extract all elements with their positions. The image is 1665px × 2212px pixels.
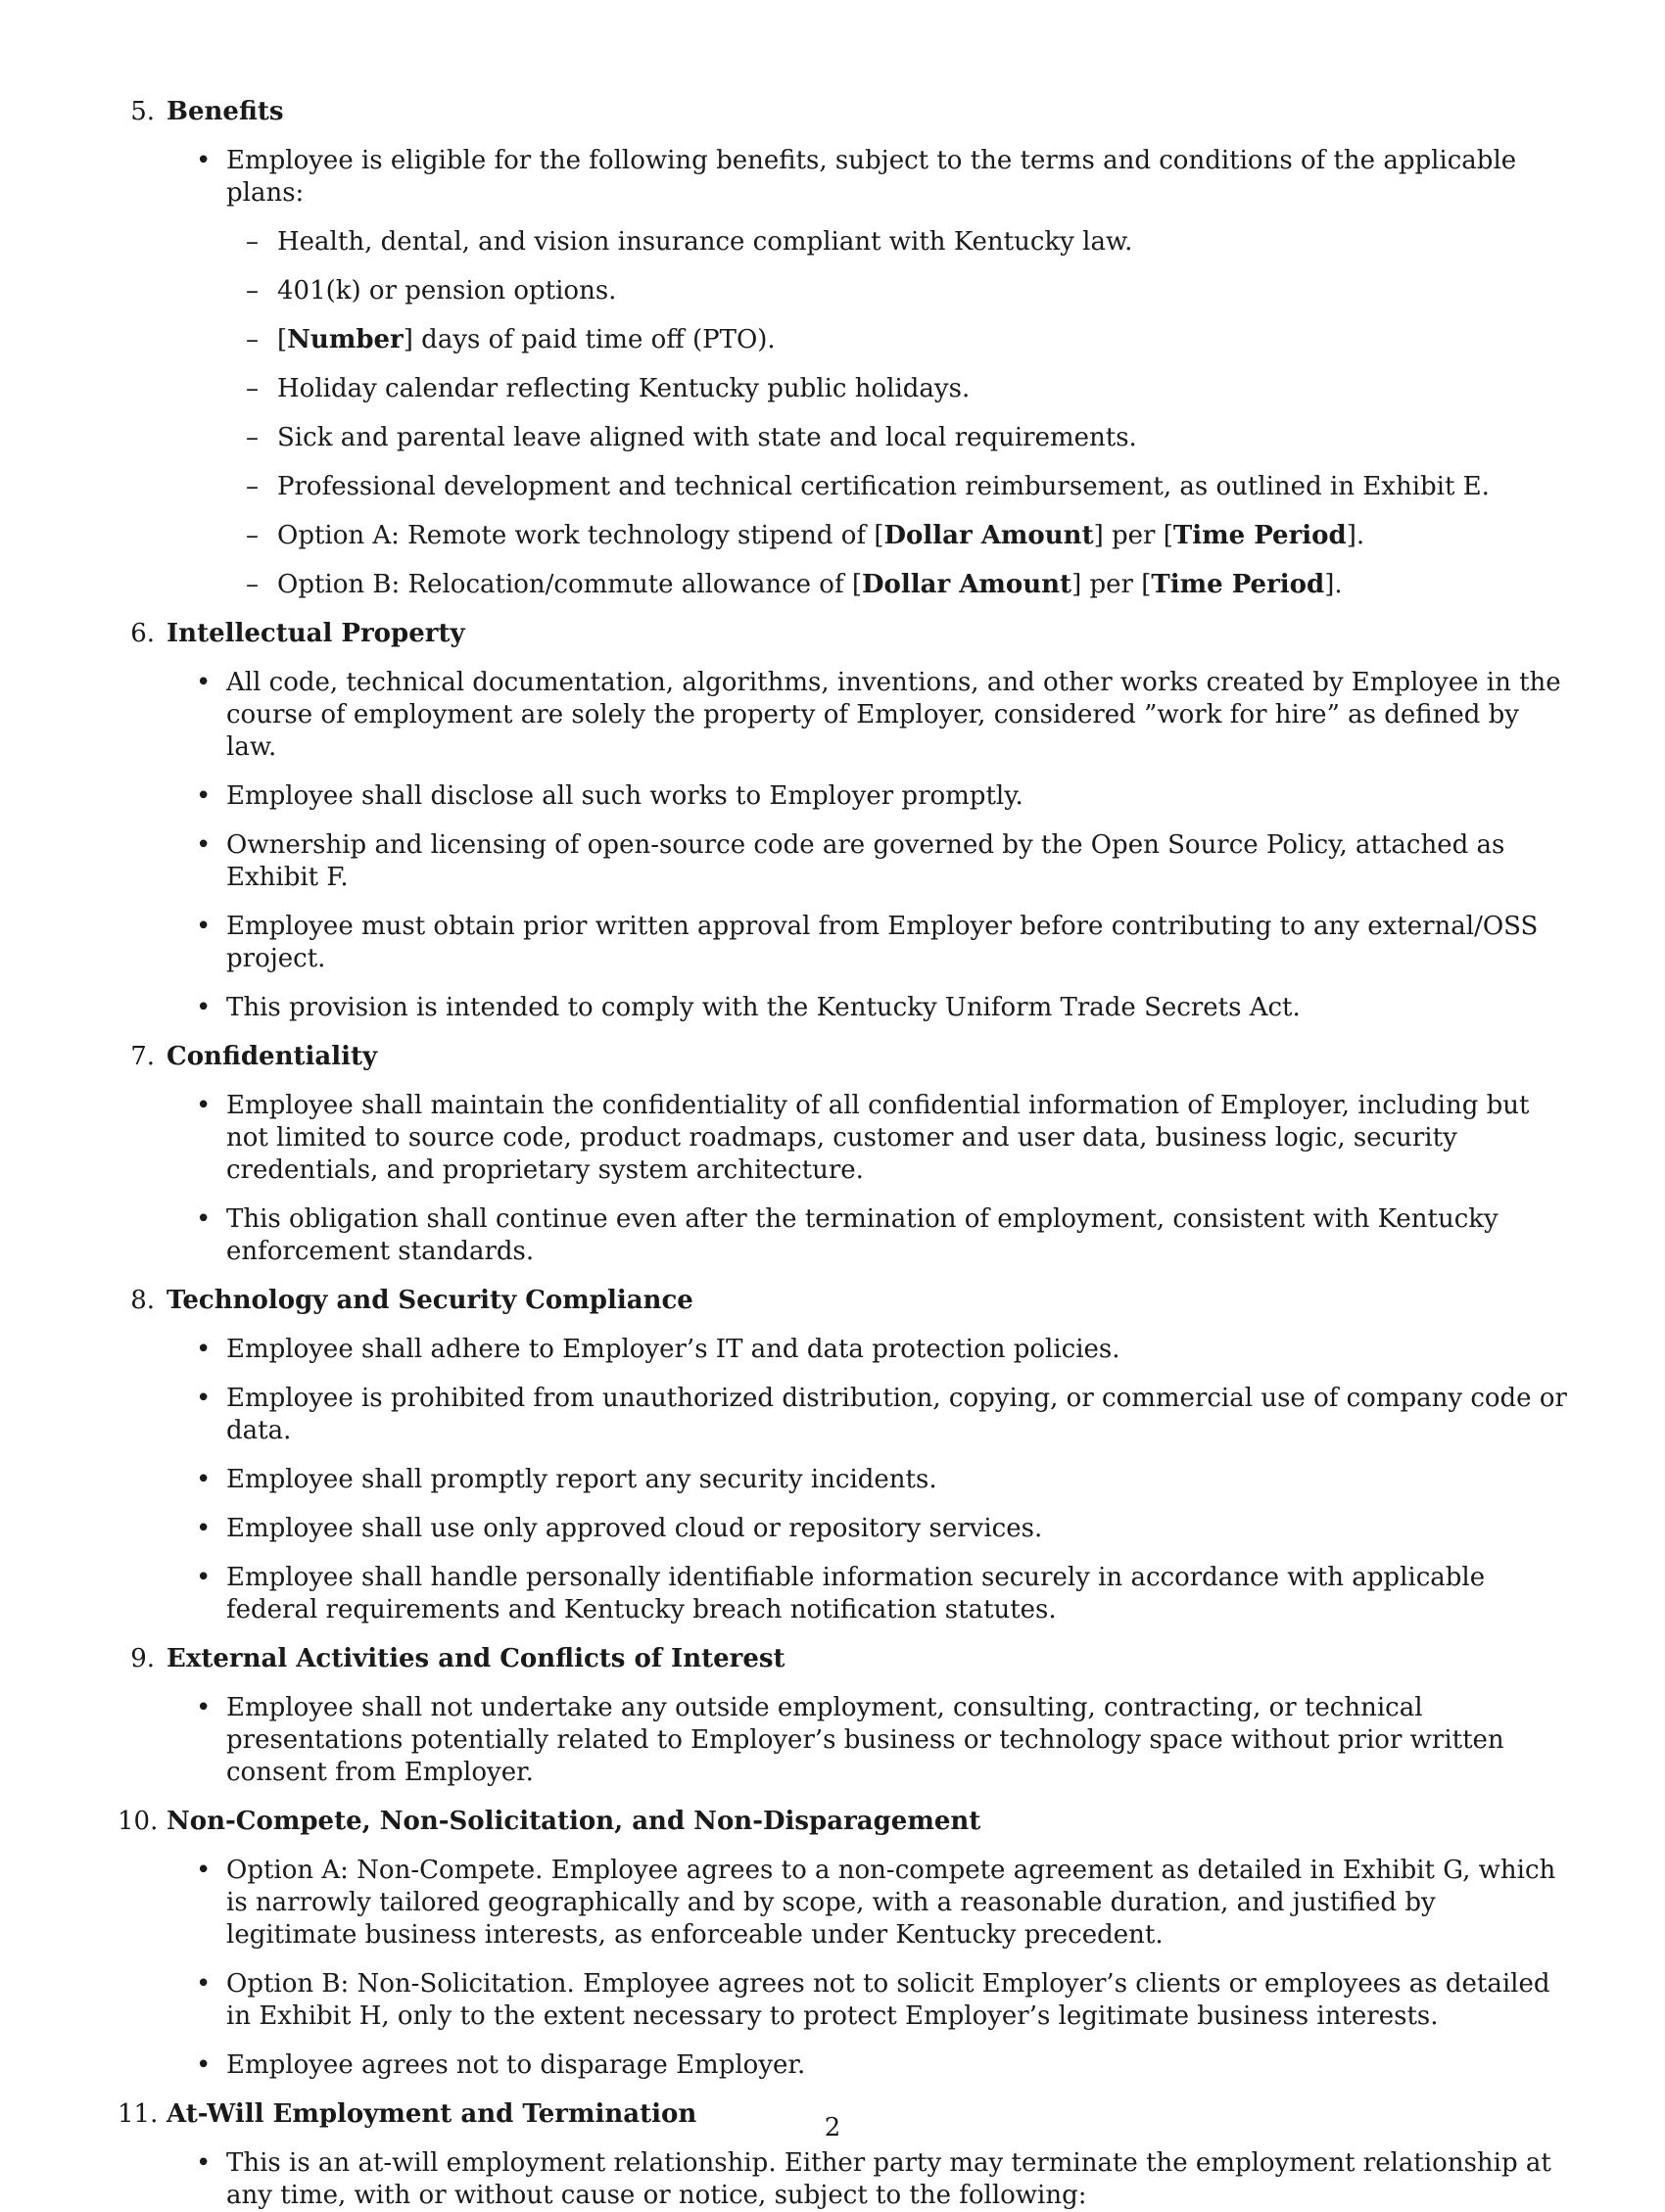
section-title: Benefits [166,97,284,126]
bullet-item [118,145,1567,601]
section-title: Intellectual Property [166,619,465,648]
bullet-text: This is an at-will employment relationship. Either party may terminate the employment relationship at any time, with or without cause or notice, subject to the following: [226,2148,1551,2210]
sub-item-text: Holiday calendar reflecting Kentucky public holidays. [277,374,971,403]
bullet-item [118,1090,1567,1187]
sub-item [226,520,1567,552]
section-benefits [118,96,1567,601]
bullet-item [118,1513,1567,1545]
section-external-activities [118,1643,1567,1789]
placeholder-number: Number [287,325,404,354]
bullet-text: Employee shall handle personally identifiable information securely in accordance with applicable federal requirements and Kentucky breach notification statutes. [226,1563,1486,1624]
bullet-text: Ownership and licensing of open-source code are governed by the Open Source Policy, attached as Exhibit F. [226,830,1505,892]
bullet-item [118,1203,1567,1268]
section-number: 10. [118,1807,159,1836]
sub-item [226,471,1567,503]
section-title: Confidentiality [166,1042,378,1071]
section-heading [118,618,1567,650]
bullet-text: Employee shall adhere to Employer’s IT and data protection policies. [226,1335,1120,1364]
section-title: Non-Compete, Non-Solicitation, and Non-Disparagement [166,1807,981,1836]
sub-item [226,275,1567,307]
sub-item-text: Health, dental, and vision insurance compliant with Kentucky law. [277,227,1133,257]
section-heading [118,1041,1567,1073]
sub-item-text: Professional development and technical certification reimbursement, as outlined in Exhibit E. [277,472,1490,501]
section-title: External Activities and Conflicts of Interest [166,1644,785,1673]
section-confidentiality [118,1041,1567,1268]
bullet-text: Employee must obtain prior written approval from Employer before contributing to any external/OSS project. [226,912,1539,973]
section-number: 9. [130,1644,155,1673]
bullet-text: Option A: Non-Compete. Employee agrees to a non-compete agreement as detailed in Exhibit G, which is narrowly tailored geographically and by scope, with a reasonable duration, and justified by legitimate business interests, as enforceable under Kentucky precedent. [226,1856,1556,1950]
placeholder-dollar-amount: Dollar Amount [861,570,1072,599]
section-heading [118,1806,1567,1838]
sub-item-text: ] days of paid time off (PTO). [403,325,776,354]
bullet-item [118,780,1567,813]
bullet-text: Employee is prohibited from unauthorized distribution, copying, or commercial use of company code or data. [226,1384,1567,1445]
sub-item [226,569,1567,601]
section-non-compete [118,1806,1567,2082]
section-heading [118,96,1567,128]
sub-item-text: ]. [1324,570,1343,599]
sub-item-text: Sick and parental leave aligned with state and local requirements. [277,423,1137,452]
section-title: At-Will Employment and Termination [166,2099,697,2129]
bullet-text: Employee agrees not to disparage Employer. [226,2050,806,2080]
section-heading [118,1285,1567,1317]
bullet-item [118,829,1567,894]
section-technology-security [118,1285,1567,1626]
bullet-item [118,2147,1567,2212]
section-number: 5. [130,97,155,126]
bullet-text: Employee shall not undertake any outside employment, consulting, contracting, or technical presentations potentially related to Employer’s business or technology space without prior written consent from Employer. [226,1693,1504,1787]
bullet-text: Option B: Non-Solicitation. Employee agrees not to solicit Employer’s clients or employees as detailed in Exhibit H, only to the extent necessary to protect Employer’s legitimate business interests. [226,1969,1550,2031]
bullet-text: This obligation shall continue even after the termination of employment, consistent with Kentucky enforcement standards. [226,1204,1498,1266]
bullet-item [118,1968,1567,2033]
sub-item [226,226,1567,259]
placeholder-dollar-amount: Dollar Amount [883,521,1094,550]
section-number: 7. [130,1042,155,1071]
bullet-item [118,1562,1567,1626]
placeholder-time-period: Time Period [1151,570,1325,599]
sub-item [226,324,1567,356]
bullet-item [118,1334,1567,1366]
section-number: 6. [130,619,155,648]
bullet-text: This provision is intended to comply with the Kentucky Uniform Trade Secrets Act. [226,993,1301,1022]
sub-item [226,373,1567,405]
bullet-item [118,1383,1567,1447]
bullet-item [118,667,1567,764]
sub-item-text: ] per [ [1071,570,1152,599]
bullet-text: Employee shall maintain the confidentiality of all confidential information of Employer, including but not limited to source code, product roadmaps, customer and user data, business logic, security credentials, and proprietary system architecture. [226,1091,1530,1185]
bullet-item [118,1692,1567,1789]
bullet-text: Employee is eligible for the following benefits, subject to the terms and conditions of the applicable plans: [226,146,1517,208]
sub-item-text: ]. [1346,521,1365,550]
bullet-text: Employee shall disclose all such works to Employer promptly. [226,781,1023,811]
sub-item-text: [ [277,325,288,354]
section-number: 8. [130,1286,155,1315]
section-number: 11. [118,2099,159,2129]
bullet-item [118,992,1567,1024]
page-number: 2 [824,2113,841,2142]
bullet-text: Employee shall promptly report any security incidents. [226,1465,937,1494]
bullet-item [118,911,1567,975]
sub-item-text: ] per [ [1093,521,1173,550]
sub-item [226,422,1567,454]
sub-item-text: Option B: Relocation/commute allowance of [ [277,570,862,599]
sub-item-text: 401(k) or pension options. [277,276,617,306]
bullet-text: All code, technical documentation, algorithms, inventions, and other works created by Employee in the course of employment are solely the property of Employer, considered ”work for hire” as defined by law. [226,668,1561,762]
section-heading [118,1643,1567,1675]
placeholder-time-period: Time Period [1172,521,1347,550]
bullet-item [118,2049,1567,2082]
bullet-text: Employee shall use only approved cloud or repository services. [226,1514,1043,1543]
section-intellectual-property [118,618,1567,1024]
bullet-item [118,1464,1567,1496]
document-page [118,96,1567,2212]
section-title: Technology and Security Compliance [166,1286,693,1315]
bullet-item [118,1855,1567,1952]
sub-item-text: Option A: Remote work technology stipend of [ [277,521,884,550]
